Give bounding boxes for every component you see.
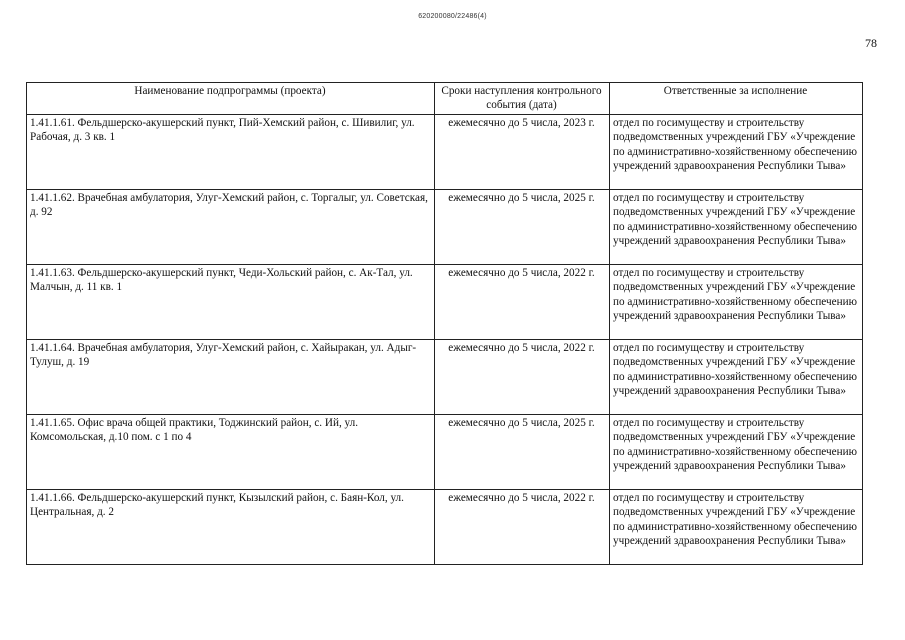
deadline-cell: ежемесячно до 5 числа, 2025 г.	[435, 189, 610, 264]
table-row	[27, 414, 863, 489]
deadline-cell: ежемесячно до 5 числа, 2022 г.	[435, 264, 610, 339]
responsible-cell: отдел по госимуществу и строительству подведомственных учреждений ГБУ «Учреждение по административно-хозяйственному обеспечению учреждений здравоохранения Республики Тыва»	[610, 414, 863, 489]
header-responsible: Ответственные за исполнение	[610, 83, 863, 115]
responsible-cell: отдел по госимуществу и строительству подведомственных учреждений ГБУ «Учреждение по административно-хозяйственному обеспечению учреждений здравоохранения Республики Тыва»	[610, 489, 863, 564]
project-name-cell: 1.41.1.62. Врачебная амбулатория, Улуг-Хемский район, с. Торгалыг, ул. Советская, д. 92	[27, 189, 435, 264]
project-name-cell: 1.41.1.64. Врачебная амбулатория, Улуг-Хемский район, с. Хайыракан, ул. Адыг-Тулуш, д. 19	[27, 339, 435, 414]
responsible-cell: отдел по госимуществу и строительству подведомственных учреждений ГБУ «Учреждение по административно-хозяйственному обеспечению учреждений здравоохранения Республики Тыва»	[610, 264, 863, 339]
project-name-cell: 1.41.1.66. Фельдшерско-акушерский пункт, Кызылский район, с. Баян-Кол, ул. Центральная, д. 2	[27, 489, 435, 564]
deadline-cell: ежемесячно до 5 числа, 2022 г.	[435, 339, 610, 414]
project-name-cell: 1.41.1.61. Фельдшерско-акушерский пункт, Пий-Хемский район, с. Шивилиг, ул. Рабочая, д. 3 кв. 1	[27, 114, 435, 189]
control-events-table	[26, 82, 863, 565]
responsible-cell: отдел по госимуществу и строительству подведомственных учреждений ГБУ «Учреждение по административно-хозяйственному обеспечению учреждений здравоохранения Республики Тыва»	[610, 339, 863, 414]
table-row	[27, 189, 863, 264]
table-row	[27, 339, 863, 414]
header-project-name: Наименование подпрограммы (проекта)	[27, 83, 435, 115]
table-row	[27, 264, 863, 339]
deadline-cell: ежемесячно до 5 числа, 2022 г.	[435, 489, 610, 564]
header-deadline: Сроки наступления контрольного события (дата)	[435, 83, 610, 115]
table-header-row	[27, 83, 863, 115]
project-name-cell: 1.41.1.65. Офис врача общей практики, Тоджинский район, с. Ий, ул. Комсомольская, д.10 пом. с 1 по 4	[27, 414, 435, 489]
table-row	[27, 489, 863, 564]
responsible-cell: отдел по госимуществу и строительству подведомственных учреждений ГБУ «Учреждение по административно-хозяйственному обеспечению учреждений здравоохранения Республики Тыва»	[610, 114, 863, 189]
deadline-cell: ежемесячно до 5 числа, 2023 г.	[435, 114, 610, 189]
deadline-cell: ежемесячно до 5 числа, 2025 г.	[435, 414, 610, 489]
document-id: 620200080/22486(4)	[418, 13, 487, 20]
table-row	[27, 114, 863, 189]
page-number: 78	[865, 36, 877, 50]
responsible-cell: отдел по госимуществу и строительству подведомственных учреждений ГБУ «Учреждение по административно-хозяйственному обеспечению учреждений здравоохранения Республики Тыва»	[610, 189, 863, 264]
project-name-cell: 1.41.1.63. Фельдшерско-акушерский пункт, Чеди-Хольский район, с. Ак-Тал, ул. Малчын, д. 11 кв. 1	[27, 264, 435, 339]
